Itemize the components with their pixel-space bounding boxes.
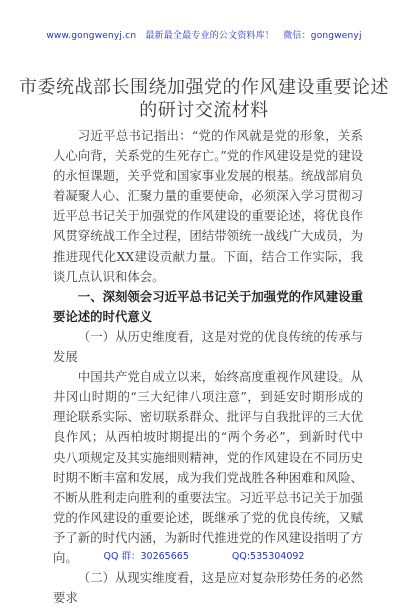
document-body — [53, 126, 363, 608]
document-title-line2: 的研讨交流材料 — [139, 100, 269, 121]
section-heading-1: 一、深刻领会习近平总书记关于加强党的作风建设重要论述的时代意义 — [53, 288, 363, 324]
footer-contact — [0, 548, 408, 562]
qq-number: QQ:535304092 — [231, 551, 305, 562]
subsection-heading-1: （一）从历史维度看，这是对党的优良传统的传承与发展 — [53, 328, 363, 365]
subsection-heading-2: （二）从现实维度看，这是应对复杂形势任务的必然要求 — [53, 570, 363, 606]
site-header — [0, 28, 408, 41]
intro-paragraph: 习近平总书记指出：“党的作风就是党的形象，关系人心向背，关系党的生死存亡。”党的作风建设是党的建设的永恒课题，关乎党和国家事业发展的根基。统战部肩负着凝聚人心、汇聚力量的重要使命，必须深入学习贯彻习近平总书记关于加强党的作风建设的重要论述，将优良作风贯穿统战工作全过程，团结带领统一战线广大成员，为推进现代化XX建设贡献力量。下面，结合工作实际，我谈几点认识和体会。 — [53, 128, 363, 284]
site-url[interactable]: www.gongwenyj.cn — [46, 31, 137, 41]
wechat-id: 微信：gongwenyj — [283, 31, 362, 41]
body-paragraph-1: 中国共产党自成立以来，始终高度重视作风建设。从井冈山时期的“三大纪律八项注意”，到延安时期形成的理论联系实际、密切联系群众、批评与自我批评的三大优良作风；从西柏坡时期提出的“两个务必”，到新时代中央八项规定及其实施细则精神，党的作风建设在不同历史时期不断丰富和发展，成为我们党战胜各种困难和风险、不断从胜利走向胜利的重要法宝。习近平总书记关于加强党的作风建设的重要论述，既继承了党的优良传统，又赋予了新的时代内涵，为新时代推进党的作风建设指明了方向。 — [53, 369, 363, 565]
site-slogan: 最新最全最专业的公文资料库！ — [145, 31, 275, 41]
document-title-line1: 市委统战部长围绕加强党的作风建设重要论述 — [19, 77, 389, 98]
qq-group: QQ 群：30265665 — [103, 551, 189, 562]
